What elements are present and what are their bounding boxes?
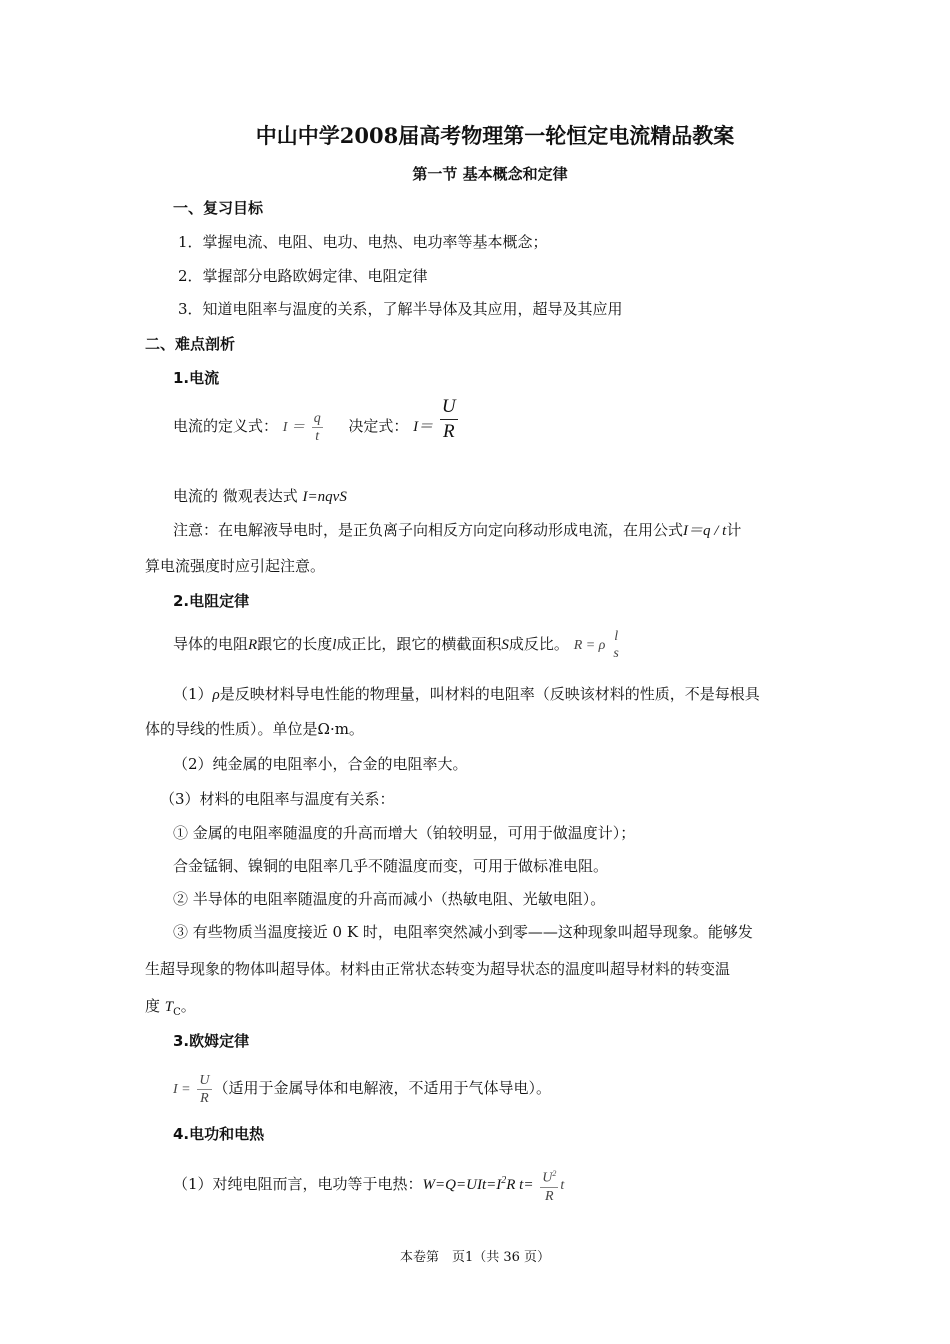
work-formula-fraction [540,1165,558,1205]
ohm-law-text: （适用于金属导体和电解液，不适用于气体导电）。 [213,1079,552,1097]
current-micro-line [173,486,347,507]
heading-review-goals: 一、复习目标 [173,199,264,217]
heading-work-heat: 4.电功和电热 [173,1125,265,1143]
transition-temp-subscript: C [173,1007,181,1018]
resistivity-p1-rho: ρ [212,687,220,703]
resistance-law-b: 跟它的长度 [257,635,333,653]
superconduct-line-3 [145,996,196,1023]
current-note-b: 计 [726,521,742,539]
resistivity-p1-b: 是反映材料导电性能的物理量，叫材料的电阻率（反映该材料的性质，不是每根具 [219,685,760,703]
resistance-law-c: 成正比，跟它的横截面积 [336,635,502,653]
current-def-label: 电流的定义式： [173,417,279,435]
current-def-lhs: I ＝ [282,420,305,435]
resistivity-case-1: ① 金属的电阻率随温度的升高而增大（铂较明显，可用于做温度计）； [173,824,636,842]
goal-item-3: 3．知道电阻率与温度的关系，了解半导体及其应用，超导及其应用 [178,300,623,318]
current-def-den: t [315,428,320,444]
work-p1-formula: W=Q=UIt=I [422,1177,502,1193]
current-decide-fraction [440,395,458,444]
current-decide-num: U [440,395,458,420]
superconduct-c: 度 [145,997,165,1015]
resistance-formula-num: l [614,629,619,644]
current-micro-label: 电流的 微观表达式 [173,487,303,505]
resistivity-case-1b: 合金锰铜、镍铜的电阻率几乎不随温度而变，可用于做标准电阻。 [173,857,609,875]
superconduct-line-1: ③ 有些物质当温度接近 0 K 时，电阻率突然减小到零——这种现象叫超导现象。能够发 [173,923,753,941]
resistance-formula-lhs: R = ρ [573,638,606,653]
resistance-law-R: R [248,637,258,653]
resistance-law-a: 导体的电阻 [173,635,249,653]
document-title: 中山中学2008届高考物理第一轮恒定电流精品教案 [255,123,735,148]
ohm-law-line [173,1066,551,1112]
work-heat-p1 [173,1158,564,1209]
work-p1-a: （1）对纯电阻而言，电功等于电热： [173,1175,423,1193]
section-subtitle: 第一节 基本概念和定律 [412,165,568,183]
current-note-line-1 [173,520,741,541]
current-def-num: q [313,410,321,426]
superconduct-line-2: 生超导现象的物体叫超导体。材料由正常状态转变为超导状态的温度叫超导材料的转变温 [145,960,731,978]
ohm-formula-fraction [197,1072,211,1107]
current-decide-label: 决定式： [348,417,409,435]
resistance-law-S: S [501,637,509,653]
superconduct-end: 。 [180,997,196,1015]
resistance-law-l: l [332,637,337,653]
work-formula-num-U: U [542,1170,553,1186]
transition-temp-symbol: T [164,999,174,1015]
resistivity-p1-line-1 [173,684,760,705]
resistance-law-line [173,624,622,666]
page-footer: 本卷第 页1（共 36 页） [399,1250,551,1265]
heading-current: 1.电流 [173,369,220,387]
current-decide-lhs: I＝ [413,419,434,435]
resistance-formula-den: s [613,646,619,661]
goal-item-1: 1．掌握电流、电阻、电功、电热、电功率等基本概念； [178,233,548,251]
resistivity-p3: （3）材料的电阻率与温度有关系： [160,790,395,808]
current-micro-formula: I=nqvS [302,489,347,505]
work-p1-exponent: 2 [501,1175,507,1186]
heading-difficulties: 二、难点剖析 [145,335,236,353]
resistivity-p1-line-2: 体的导线的性质）。单位是Ω·m。 [145,720,364,738]
ohm-formula-num: U [199,1072,210,1088]
ohm-formula-lhs: I = [173,1082,191,1097]
current-def-fraction [312,410,323,445]
ohm-formula-den: R [200,1090,209,1106]
current-note-line-2: 算电流强度时应引起注意。 [145,557,326,575]
current-decide-den: R [442,420,455,442]
heading-ohm-law: 3.欧姆定律 [173,1032,250,1050]
resistivity-p1-a: （1） [173,685,213,703]
resistivity-p2: （2）纯金属的电阻率小，合金的电阻率大。 [173,755,468,773]
work-formula-t: t [560,1178,565,1193]
resistance-law-d: 成反比。 [508,635,569,653]
work-p1-R: R t= [506,1177,534,1193]
goal-item-2: 2．掌握部分电路欧姆定律、电阻定律 [178,267,428,285]
work-formula-num-exp: 2 [552,1169,557,1179]
current-note-formula: I＝q / t [683,523,727,539]
current-definition-line [173,395,460,452]
heading-resistance-law: 2.电阻定律 [173,592,250,610]
work-formula-den: R [545,1188,554,1204]
work-formula-num [540,1165,558,1188]
current-note-a: 注意：在电解液导电时，是正负离子向相反方向定向移动形成电流，在用公式 [173,521,684,539]
resistance-formula-fraction [612,628,620,662]
resistivity-case-2: ② 半导体的电阻率随温度的升高而减小（热敏电阻、光敏电阻）。 [173,890,606,908]
